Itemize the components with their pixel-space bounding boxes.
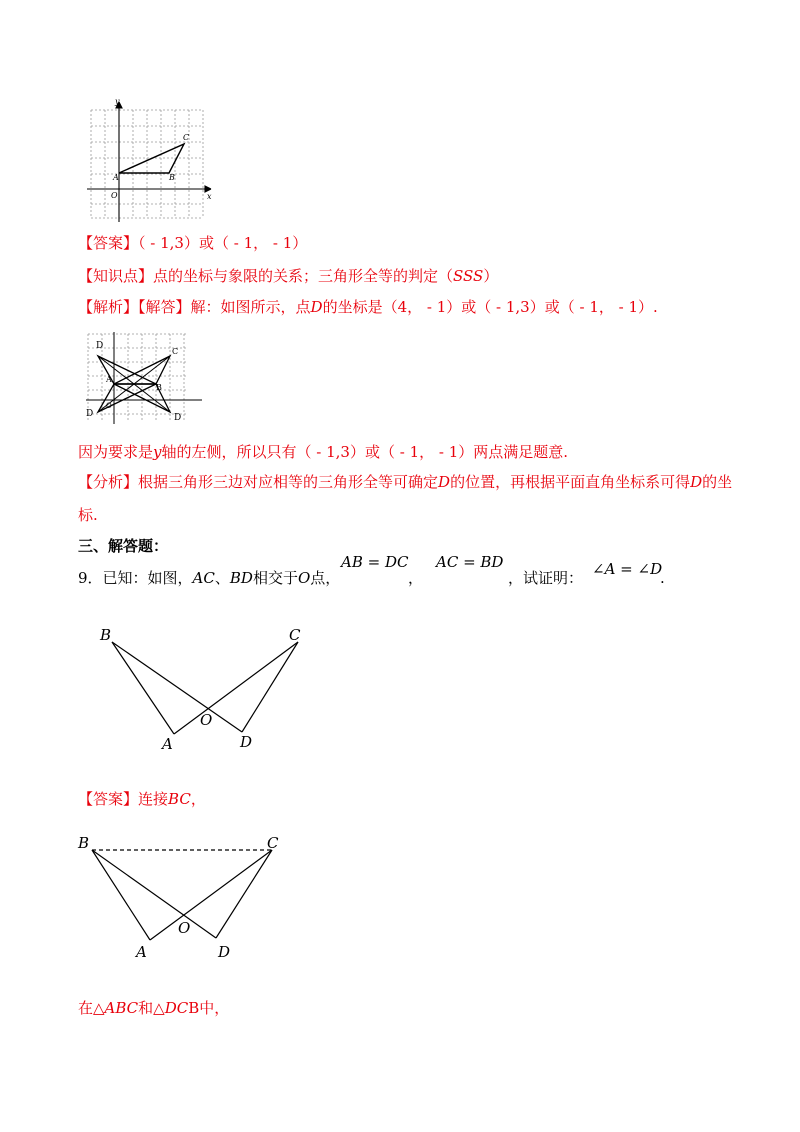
answer-line-1 (78, 233, 307, 253)
fig2-origin-label: O (106, 402, 112, 410)
section-title-text: 三、解答题： (78, 537, 169, 555)
grid-figure-1-svg (85, 98, 215, 226)
reason-pre: 因为要求是 (78, 443, 154, 461)
fig2-label-d-bottom-right: D (174, 413, 182, 423)
analysis-post: 的坐标是（4， - 1）或（ - 1,3）或（ - 1， - 1）. (322, 298, 658, 316)
fig3-label-a: A (162, 735, 173, 753)
coordinate-grid-figure-1 (85, 98, 215, 226)
point-b-label: B (169, 173, 175, 182)
fenxi-pre: 根据三角形三边对应相等的三角形全等可确定 (138, 473, 439, 491)
knowledge-sss: SSS (453, 267, 484, 285)
knowledge-close: ） (483, 267, 499, 285)
fig3-label-d: D (240, 733, 253, 751)
fenxi-mid: 的位置，再根据平面直角坐标系可得 (450, 473, 691, 491)
analysis-pre: 解：如图所示，点 (190, 298, 311, 316)
fenxi-tag: 【分析】 (78, 473, 139, 491)
q9-eq2: AC = BD (436, 553, 504, 571)
fig3-label-c: C (289, 626, 301, 644)
fig2-label-a: A (106, 375, 112, 384)
last-abc: ABC (104, 999, 139, 1017)
q9-bd: BD (229, 569, 253, 587)
geometry-figure-question-9 (96, 622, 316, 754)
knowledge-point-line (78, 266, 498, 286)
fig3-label-b: B (100, 626, 112, 644)
fenxi-d2: D (690, 473, 703, 491)
analysis-line (78, 297, 658, 317)
y-axis-label: y (115, 98, 120, 106)
fig2-label-b: B (156, 383, 162, 392)
reason-line (78, 442, 568, 462)
grid-figure-2-svg (84, 330, 206, 426)
analysis-d: D (310, 298, 323, 316)
q9-o: O (297, 569, 311, 587)
fig4-label-c: C (267, 834, 279, 852)
answer2-bc: BC (168, 790, 191, 808)
point-a-label: A (113, 173, 119, 182)
fig4-label-b: B (78, 834, 90, 852)
q9-mid: 相交于 (252, 569, 298, 587)
last-mid: 和△ (138, 999, 165, 1017)
q9-tail: 点， (310, 569, 341, 587)
last-dc: DC (164, 999, 189, 1017)
fig2-label-c: C (172, 347, 179, 356)
answer-text: （ - 1,3）或（ - 1， - 1） (138, 234, 308, 252)
knowledge-tag: 【知识点】 (78, 267, 154, 285)
q9-comma2: ，试证明： (508, 569, 584, 587)
fig2-label-d-top-left: D (96, 341, 104, 351)
answer2-tag: 【答案】 (78, 790, 139, 808)
answer-tag: 【答案】 (78, 234, 139, 252)
geometry-figure-connect-bc (74, 828, 294, 964)
fenxi-d1: D (438, 473, 451, 491)
q9-sep: 、 (214, 569, 230, 587)
section-title (78, 536, 168, 556)
q9-eq3: ∠A = ∠D (592, 560, 663, 578)
answer2-post: ， (190, 790, 206, 808)
geometry-figure-4-svg (74, 828, 294, 964)
fig4-label-o: O (178, 919, 191, 937)
fig4-label-a: A (136, 943, 147, 961)
knowledge-text: 点的坐标与象限的关系；三角形全等的判定（ (153, 267, 454, 285)
origin-label: O (111, 191, 118, 200)
q9-ac: AC (192, 569, 215, 587)
fenxi-line2: 标. (78, 506, 98, 524)
analysis-tag: 【解析】【解答】 (78, 298, 191, 316)
coordinate-grid-figure-2 (84, 330, 206, 426)
last-pre: 在△ (78, 999, 105, 1017)
q9-dot: . (660, 569, 665, 587)
reason-y: y (153, 443, 162, 461)
fig2-label-d-bottom-left: D (86, 409, 94, 419)
answer2-pre: 连接 (138, 790, 169, 808)
fenxi-line-2 (78, 505, 98, 525)
last-post: B中， (188, 999, 230, 1017)
answer-line-2 (78, 789, 206, 809)
point-c-label: C (183, 133, 190, 142)
reason-post: 轴的左侧，所以只有（ - 1,3）或（ - 1， - 1）两点满足题意. (161, 443, 569, 461)
q9-comma1: ， (408, 569, 424, 587)
fenxi-post: 的坐 (702, 473, 733, 491)
fenxi-line-1 (78, 472, 732, 492)
x-axis-label: x (207, 192, 212, 201)
geometry-figure-3-svg (96, 622, 316, 754)
fig3-label-o: O (200, 711, 213, 729)
question-9-line (78, 568, 340, 588)
fig4-label-d: D (218, 943, 231, 961)
q9-num: 9．已知：如图， (78, 569, 193, 587)
q9-eq1: AB = DC (341, 553, 409, 571)
triangle-compare-line (78, 998, 229, 1018)
